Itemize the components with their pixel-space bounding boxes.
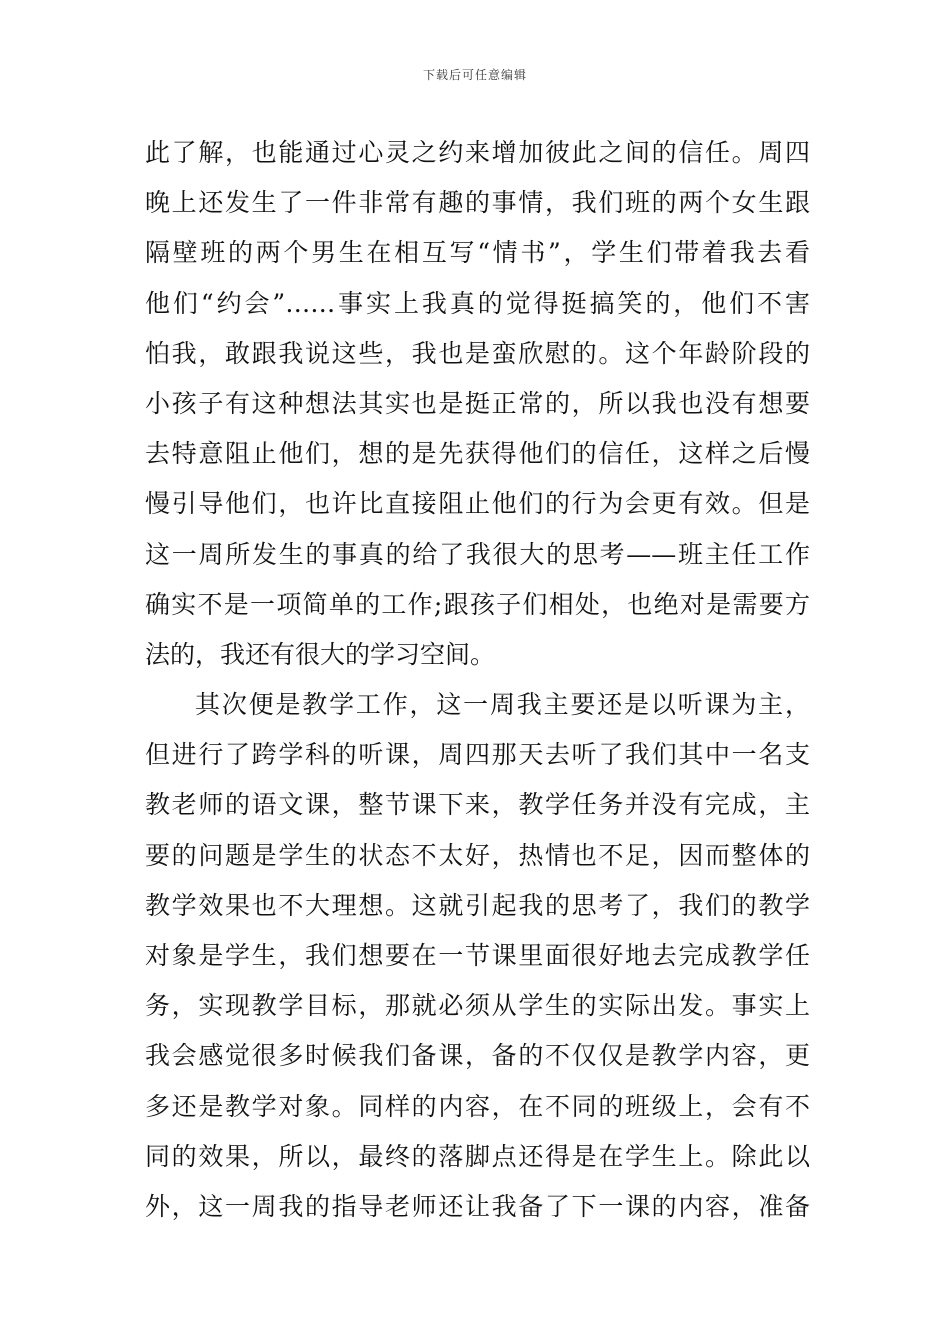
text-line: 确实不是一项简单的工作;跟孩子们相处，也绝对是需要方 [145,589,810,619]
text-line: 这一周所发生的事真的给了我很大的思考——班主任工作 [145,539,810,569]
body-text [145,128,810,1232]
text-line: 同的效果，所以，最终的落脚点还得是在学生上。除此以 [145,1141,810,1171]
text-line: 要的问题是学生的状态不太好，热情也不足，因而整体的 [145,840,810,870]
text-line: 隔壁班的两个男生在相互写“情书”，学生们带着我去看 [145,238,810,268]
text-line: 教老师的语文课，整节课下来，教学任务并没有完成，主 [145,790,810,820]
text-line: 慢引导他们，也许比直接阻止他们的行为会更有效。但是 [145,489,810,519]
text-line: 法的，我还有很大的学习空间。 [145,639,496,669]
text-line: 我会感觉很多时候我们备课，备的不仅仅是教学内容，更 [145,1041,810,1071]
text-line: 怕我，敢跟我说这些，我也是蛮欣慰的。这个年龄阶段的 [145,338,810,368]
text-line: 教学效果也不大理想。这就引起我的思考了，我们的教学 [145,890,810,920]
text-line: 但进行了跨学科的听课，周四那天去听了我们其中一名支 [145,740,810,770]
text-line: 外，这一周我的指导老师还让我备了下一课的内容，准备 [145,1191,810,1221]
text-line: 他们“约会”……事实上我真的觉得挺搞笑的，他们不害 [145,288,810,318]
text-line: 对象是学生，我们想要在一节课里面很好地去完成教学任 [145,941,810,970]
text-line: 多还是教学对象。同样的内容，在不同的班级上，会有不 [145,1091,810,1121]
header-note: 下载后可任意编辑 [422,68,527,82]
text-line-paragraph-start: 其次便是教学工作，这一周我主要还是以听课为主， [195,690,810,720]
text-line: 此了解，也能通过心灵之约来增加彼此之间的信任。周四 [145,138,810,167]
text-line: 务，实现教学目标，那就必须从学生的实际出发。事实上 [145,991,810,1021]
text-line: 晚上还发生了一件非常有趣的事情，我们班的两个女生跟 [145,188,810,218]
text-line: 去特意阻止他们，想的是先获得他们的信任，这样之后慢 [145,439,810,469]
text-line: 小孩子有这种想法其实也是挺正常的，所以我也没有想要 [145,388,810,418]
